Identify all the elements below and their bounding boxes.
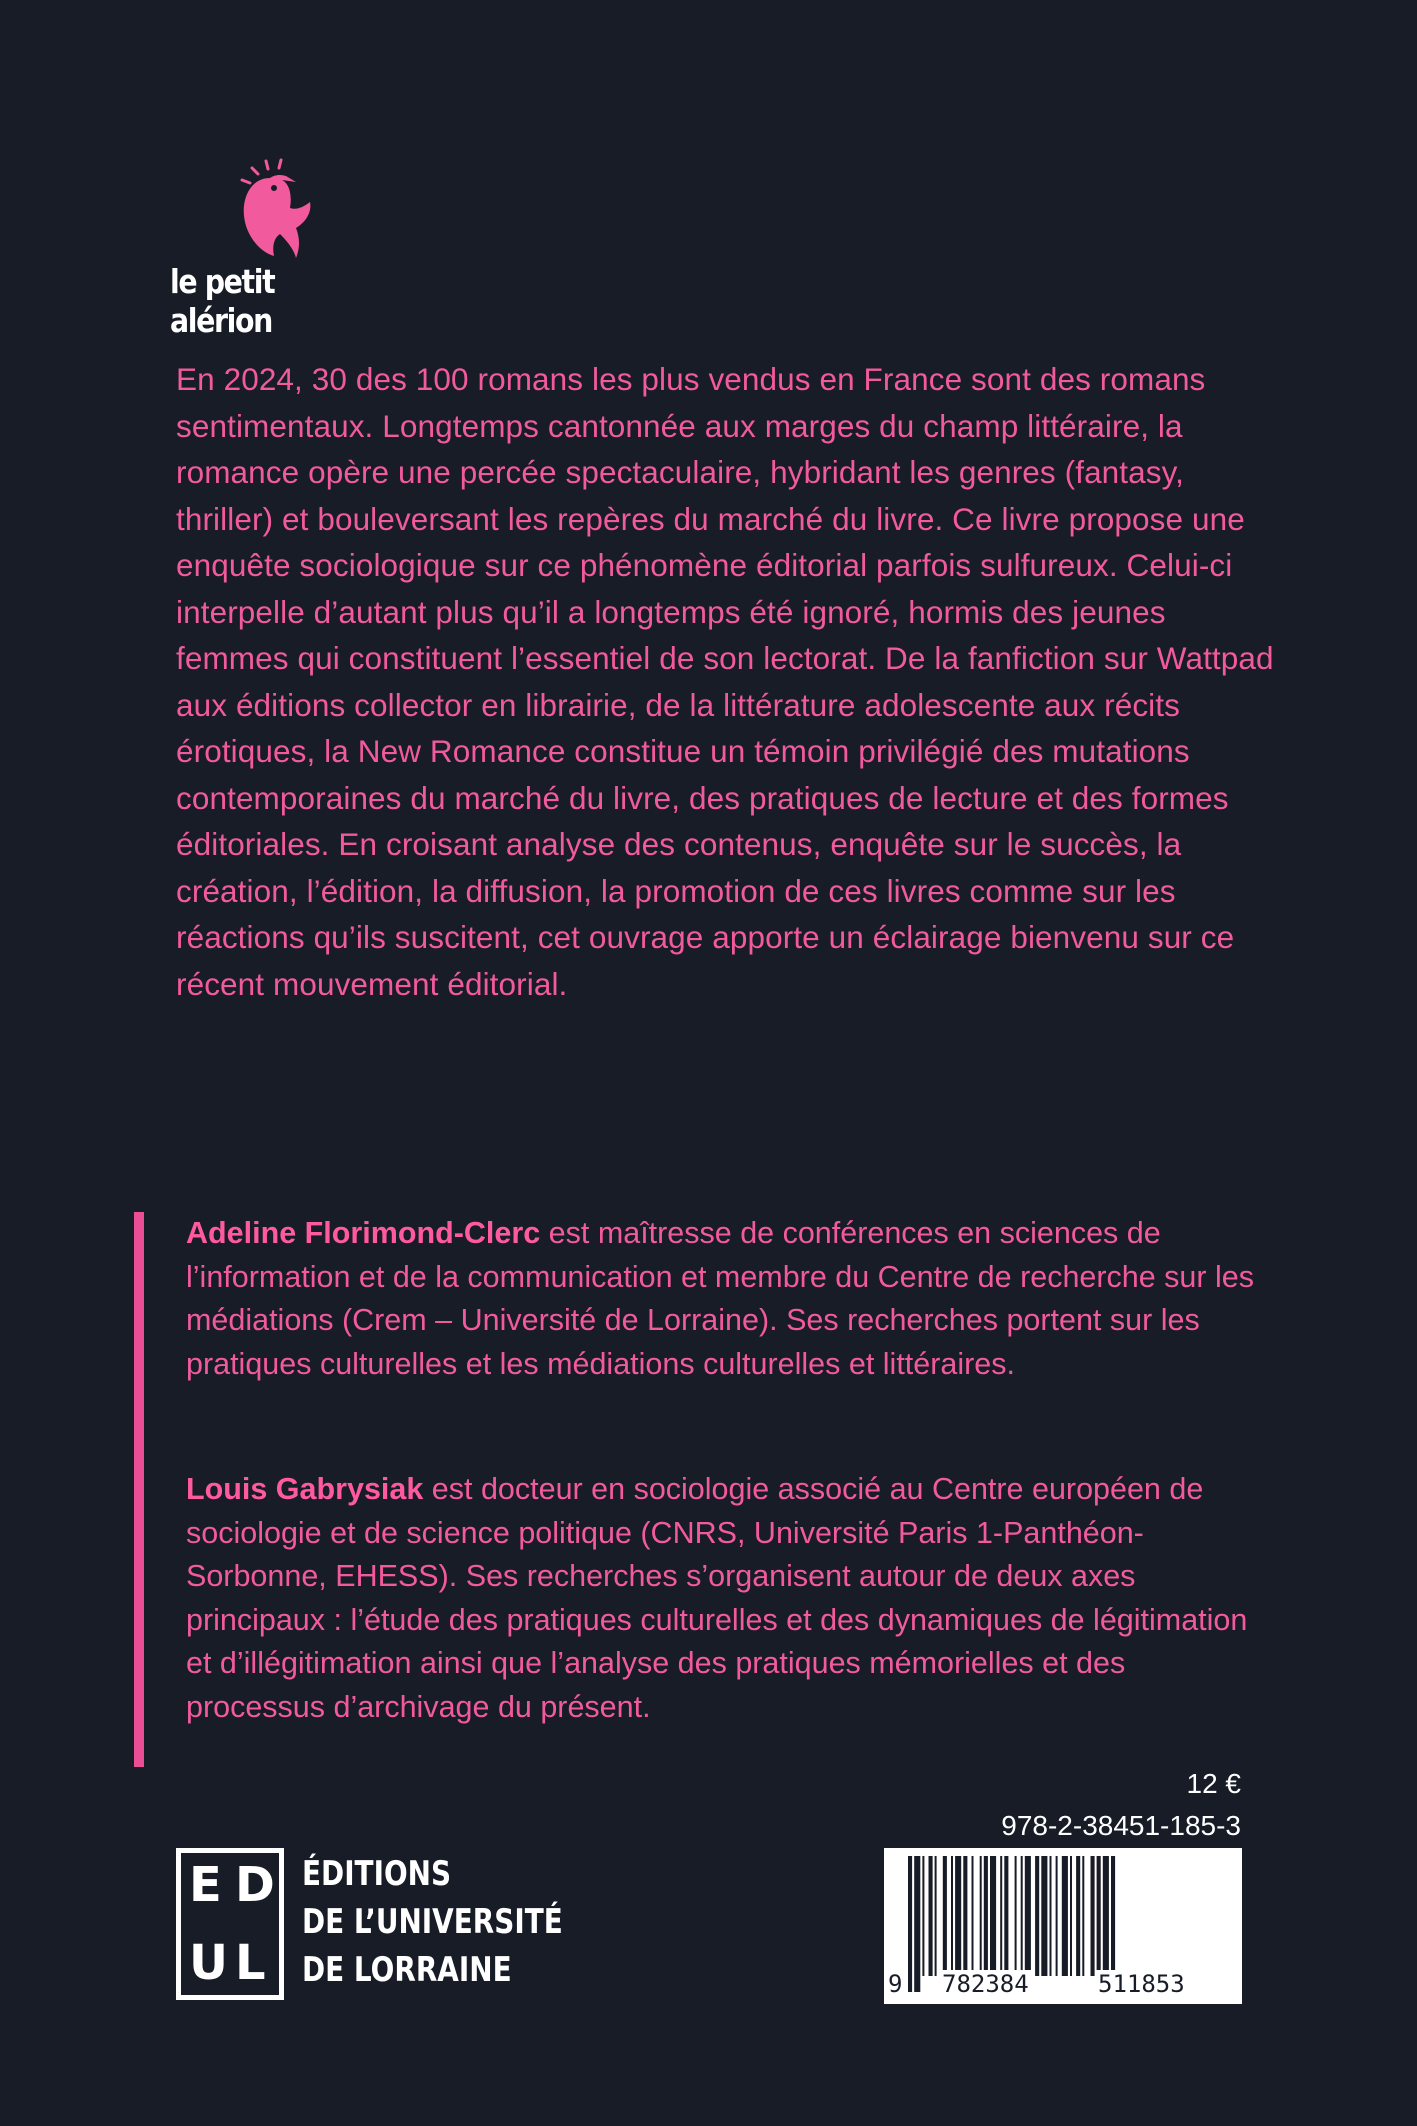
barcode-bar [1004,1856,1008,1976]
author-bio [186,1212,1266,1386]
barcode-bar [1000,1856,1002,1976]
author-name: Adeline Florimond-Clerc [186,1216,541,1250]
edul-monogram [176,1848,284,2000]
barcode-bar [922,1856,924,1976]
barcode-bar [990,1856,996,1976]
barcode-first-digit: 9 [888,1970,903,1998]
authors-section [134,1212,1284,1767]
barcode-left-group: 782384 [942,1970,1029,1998]
barcode-bar [943,1856,947,1976]
barcode-bar [1091,1856,1095,1976]
price: 12 € [1186,1768,1241,1799]
barcode-bar [963,1856,967,1976]
petit-alerion-logo [170,158,390,340]
barcode-bar [984,1856,988,1976]
barcode-bar [1050,1856,1052,1976]
author-description: est maîtresse de conférences en sciences de l’information et de la communication et membre du Centre de recherche sur les médiations (Crem – Université de Lorraine). Ses recherches portent sur les pratiques culturelles et les médiations culturelles et littéraires. [186,1216,1255,1381]
barcode [884,1848,1242,2004]
barcode-bar [1097,1856,1101,1976]
publisher-name: le petit alérion [170,262,275,340]
isbn: 978-2-38451-185-3 [1001,1810,1241,1841]
author-name: Louis Gabrysiak [186,1472,424,1506]
barcode-bar [1103,1856,1109,1976]
author-bio [186,1468,1266,1729]
barcode-bar [980,1856,982,1976]
barcode-bar [1025,1856,1031,1976]
barcode-bar [1035,1856,1039,1976]
barcode-bar [935,1856,937,1976]
edul-wordmark [302,1850,563,1994]
bird-logo-icon [230,158,330,264]
barcode-bar [1021,1856,1023,1976]
edul-letter-l: L [235,1935,266,1991]
barcode-bar [1056,1856,1058,1976]
barcode-bar [951,1856,953,1976]
edul-logo [176,1848,596,2006]
barcode-right-group: 511853 [1098,1970,1185,1998]
edul-letter-d: D [235,1857,275,1913]
barcode-bar [1076,1856,1080,1976]
edul-letter-u: U [189,1935,228,1991]
barcode-bar [1082,1856,1084,1976]
edul-line-1: ÉDITIONS [302,1854,452,1894]
edul-line-3: DE LORRAINE [302,1950,512,1990]
edul-line-2: DE L’UNIVERSITÉ [302,1902,563,1942]
author-description: est docteur en sociologie associé au Centre européen de sociologie et de science politique (CNRS, Université Paris 1-Panthéon-Sorbonne, EHESS). Ses recherches s’organisent autour de deux axes principaux : l’étude des pratiques culturelles et des dynamiques de légitimation et d’illégitimation ainsi que l’analyse des pratiques mémorielles et des processus d’archivage du présent. [186,1472,1248,1724]
book-summary: En 2024, 30 des 100 romans les plus vendus en France sont des romans sentimentaux. Longtemps cantonnée aux marges du champ littéraire, la romance opère une percée spectaculaire, hybridant les genres (fantasy, thriller) et bouleversant les repères du marché du livre. Ce livre propose une enquête sociologique sur ce phénomène éditorial parfois sulfureux. Celui-ci interpelle d’autant plus qu’il a longtemps été ignoré, hormis des jeunes femmes qui constituent l’essentiel de son lectorat. De la fanfiction sur Wattpad aux éditions collector en librairie, de la littérature adolescente aux récits érotiques, la New Romance constitue un témoin privilégié des mutations contemporaines du marché du livre, des pratiques de lecture et des formes éditoriales. En croisant analyse des contenus, enquête sur le succès, la création, l’édition, la diffusion, la promotion de ces livres comme sur les réactions qu’ils suscitent, cet ouvrage apporte un éclairage bienvenu sur ce récent mouvement éditorial. [176,361,1274,1002]
barcode-bar [955,1856,961,1976]
barcode-bar [972,1856,974,1976]
barcode-bar [1041,1856,1047,1976]
barcode-bar [1070,1856,1072,1976]
barcode-bar [1062,1856,1068,1976]
barcode-bar [929,1856,933,1976]
barcode-digits [884,1968,1242,1998]
edul-letter-e: E [189,1857,222,1913]
